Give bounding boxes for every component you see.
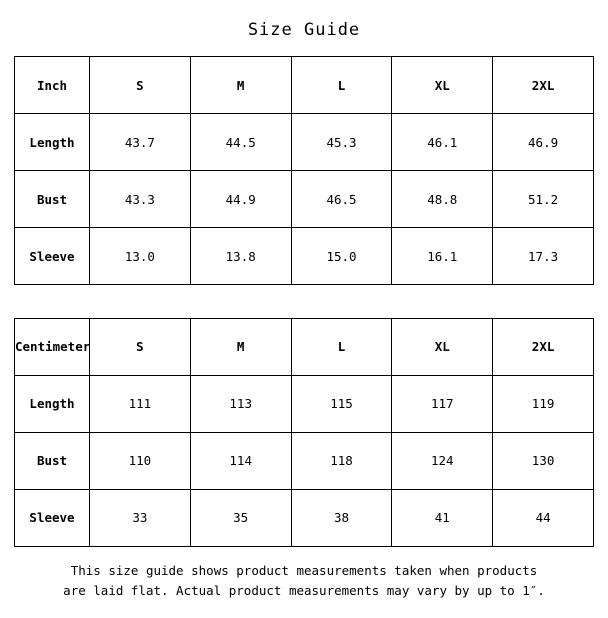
centimeter-table-wrapper: [0, 318, 608, 547]
size-header-s: S: [90, 318, 191, 375]
size-header-2xl: 2XL: [493, 57, 594, 114]
cell-sleeve-xl: 41: [392, 489, 493, 546]
table-row: [15, 171, 594, 228]
cell-sleeve-2xl: 44: [493, 489, 594, 546]
cell-sleeve-s: 13.0: [90, 228, 191, 285]
cell-length-m: 44.5: [190, 114, 291, 171]
cell-bust-m: 114: [190, 432, 291, 489]
table-row: [15, 432, 594, 489]
table-header-row: [15, 57, 594, 114]
row-label-bust: Bust: [15, 432, 90, 489]
cell-bust-xl: 48.8: [392, 171, 493, 228]
cell-length-2xl: 46.9: [493, 114, 594, 171]
table-row: [15, 375, 594, 432]
cell-sleeve-l: 15.0: [291, 228, 392, 285]
cell-sleeve-m: 35: [190, 489, 291, 546]
size-header-2xl: 2XL: [493, 318, 594, 375]
size-header-m: M: [190, 57, 291, 114]
cell-sleeve-s: 33: [90, 489, 191, 546]
page-title: Size Guide: [247, 20, 361, 40]
cell-sleeve-2xl: 17.3: [493, 228, 594, 285]
row-label-sleeve: Sleeve: [15, 489, 90, 546]
cell-sleeve-l: 38: [291, 489, 392, 546]
centimeter-size-table: [14, 318, 594, 547]
cell-bust-xl: 124: [392, 432, 493, 489]
cell-bust-2xl: 130: [493, 432, 594, 489]
size-header-xl: XL: [392, 318, 493, 375]
cell-bust-s: 43.3: [90, 171, 191, 228]
cell-bust-l: 118: [291, 432, 392, 489]
table-row: [15, 489, 594, 546]
row-label-length: Length: [15, 114, 90, 171]
cell-bust-2xl: 51.2: [493, 171, 594, 228]
table-gap-divider: [0, 285, 608, 318]
cell-sleeve-m: 13.8: [190, 228, 291, 285]
size-header-xl: XL: [392, 57, 493, 114]
cell-bust-l: 46.5: [291, 171, 392, 228]
table-header-row: [15, 318, 594, 375]
footnote: [0, 547, 608, 618]
cell-length-m: 113: [190, 375, 291, 432]
unit-label-inch: Inch: [15, 57, 90, 114]
footnote-line-2: are laid flat. Actual product measurements may vary by up to 1″.: [63, 583, 545, 599]
cell-length-xl: 46.1: [392, 114, 493, 171]
cell-bust-s: 110: [90, 432, 191, 489]
cell-sleeve-xl: 16.1: [392, 228, 493, 285]
cell-length-s: 43.7: [90, 114, 191, 171]
footnote-line-1: This size guide shows product measurements taken when products: [70, 562, 538, 578]
cell-length-l: 115: [291, 375, 392, 432]
cell-length-s: 111: [90, 375, 191, 432]
cell-length-l: 45.3: [291, 114, 392, 171]
inch-table-wrapper: [0, 56, 608, 285]
cell-length-xl: 117: [392, 375, 493, 432]
inch-size-table: [14, 56, 594, 285]
size-header-m: M: [190, 318, 291, 375]
size-header-s: S: [90, 57, 191, 114]
table-row: [15, 114, 594, 171]
size-header-l: L: [291, 318, 392, 375]
row-label-length: Length: [15, 375, 90, 432]
cell-bust-m: 44.9: [190, 171, 291, 228]
row-label-bust: Bust: [15, 171, 90, 228]
size-header-l: L: [291, 57, 392, 114]
unit-label-centimeter: Centimeter: [15, 318, 90, 375]
cell-length-2xl: 119: [493, 375, 594, 432]
table-row: [15, 228, 594, 285]
row-label-sleeve: Sleeve: [15, 228, 90, 285]
